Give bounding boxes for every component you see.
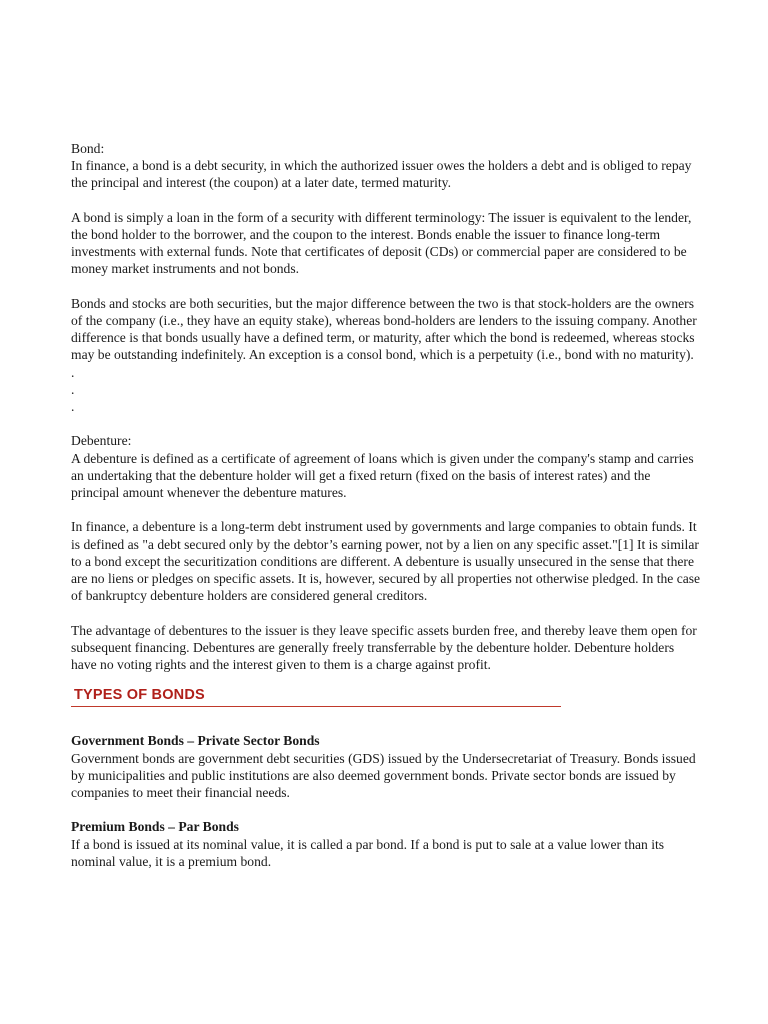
debenture-paragraph: The advantage of debentures to the issuer is they leave specific assets burden free, and thereby leave them open for subsequent financing. Debentures are generally freely transferrable by the debenture holder. Debenture holders have no voting rights and the interest given to them is a charge against profit. [71, 622, 697, 672]
separator-dot: . [71, 381, 75, 397]
blank-line [71, 415, 701, 432]
bond-heading: Bond: [71, 141, 105, 156]
types-of-bonds-heading: TYPES OF BONDS [74, 687, 205, 704]
bond-type-section [71, 818, 701, 870]
debenture-paragraph: In finance, a debenture is a long-term debt instrument used by governments and large companies to obtain funds. It is defined as "a debt secured only by the debtor’s earning power, not by a lien on any specific asset."[1] It is similar to a bond except the securitization conditions are different. A debenture is usually unsecured in the sense that there are no liens or pledges on specific assets. It is, however, secured by all properties not otherwise pledged. In the case of bankruptcy debenture holders are considered general creditors. [71, 519, 701, 604]
debenture-heading: Debenture: [71, 433, 132, 449]
bond-type-title: Premium Bonds – Par Bonds [71, 819, 239, 835]
bond-paragraph: A bond is simply a loan in the form of a security with different terminology: The issuer is equivalent to the lender, the bond holder to the borrower, and the coupon to the interest. Bonds enable the issuer to finance long-term investments with external funds. Note that certificates of deposit (CDs) or commercial paper are considered to be money market instruments and not bonds. [71, 209, 692, 277]
bond-type-title: Government Bonds – Private Sector Bonds [71, 733, 320, 749]
bond-type-section [71, 732, 701, 801]
bond-paragraph: In finance, a bond is a debt security, in which the authorized issuer owes the holders a debt and is obliged to repay the principal and interest (the coupon) at a later date, termed maturity. [71, 158, 692, 191]
separator-dot: . [71, 364, 75, 380]
section-heading-underline [71, 686, 561, 707]
bond-paragraph: Bonds and stocks are both securities, but the major difference between the two is that stock-holders are the owners of the company (i.e., they have an equity stake), whereas bond-holders are lenders to the issuing company. Another difference is that bonds usually have a defined term, or maturity, after which the bond is redeemed, whereas stocks may be outstanding indefinitely. An exception is a consol bond, which is a perpetuity (i.e., bond with no maturity). [71, 295, 697, 363]
document-page [71, 140, 701, 887]
bond-type-text: Government bonds are government debt securities (GDS) issued by the Undersecretariat of Treasury. Bonds issued by municipalities and public institutions are also deemed government bonds. Private sector bonds are issued by companies to meet their financial needs. [71, 750, 696, 800]
separator-dot: . [71, 398, 75, 414]
bond-type-text: If a bond is issued at its nominal value, it is called a par bond. If a bond is put to sale at a value lower than its nominal value, it is a premium bond. [71, 836, 665, 869]
debenture-paragraph: A debenture is defined as a certificate of agreement of loans which is given under the company's stamp and carries an undertaking that the debenture holder will get a fixed return (fixed on the basis of interest rates) and the principal amount whenever the debenture matures. [71, 450, 694, 500]
